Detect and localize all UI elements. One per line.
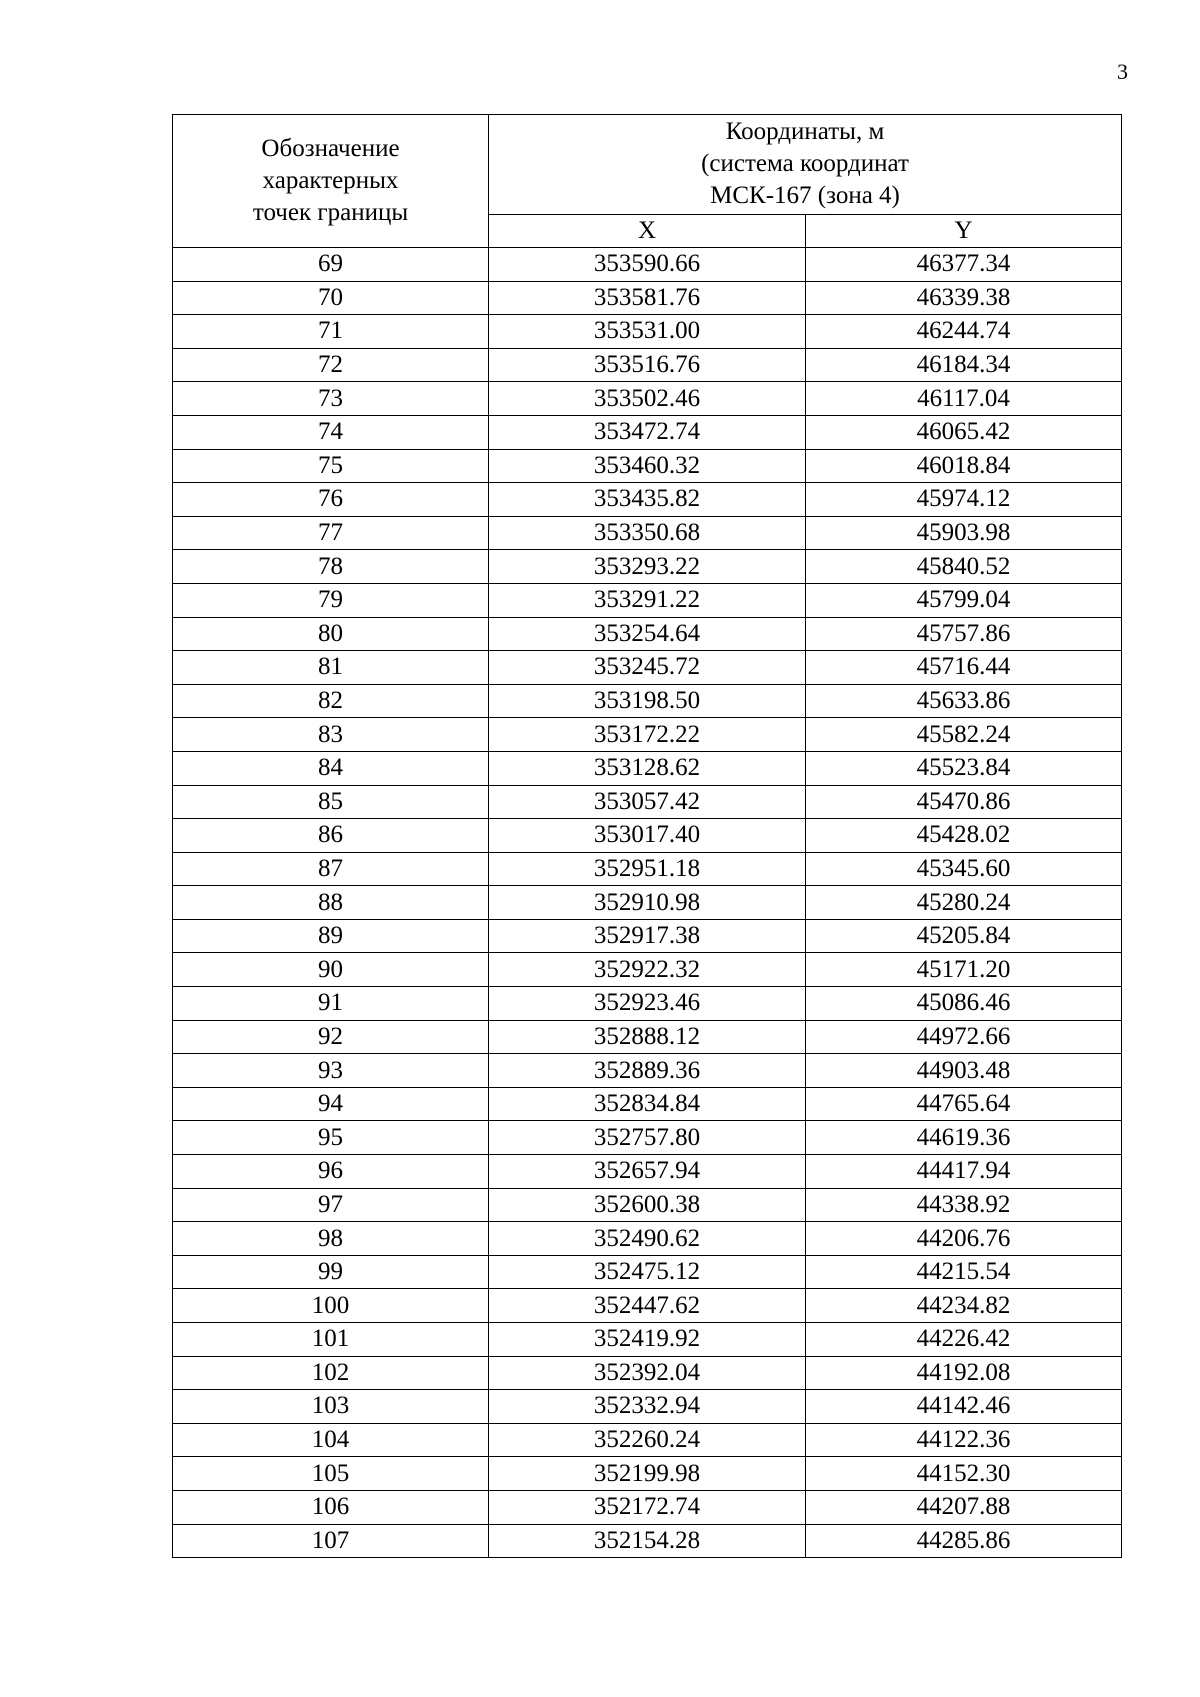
header-point-line: точек границы [252,199,409,226]
cell-point: 69 [173,248,489,282]
cell-y: 44234.82 [806,1289,1122,1323]
cell-y: 44619.36 [806,1121,1122,1155]
cell-point: 99 [173,1255,489,1289]
cell-point: 92 [173,1020,489,1054]
cell-point: 85 [173,785,489,819]
table-row [173,1188,1122,1222]
cell-y: 44285.86 [806,1524,1122,1558]
cell-point: 91 [173,987,489,1021]
cell-point: 77 [173,516,489,550]
header-coords-line: Координаты, м [725,118,885,146]
cell-y: 44192.08 [806,1356,1122,1390]
cell-x: 352154.28 [489,1524,806,1558]
cell-point: 72 [173,348,489,382]
cell-point: 95 [173,1121,489,1155]
cell-x: 352889.36 [489,1054,806,1088]
cell-y: 45523.84 [806,751,1122,785]
cell-x: 352888.12 [489,1020,806,1054]
table-row [173,852,1122,886]
table-row [173,1289,1122,1323]
table-row [173,919,1122,953]
cell-y: 45470.86 [806,785,1122,819]
cell-y: 44206.76 [806,1222,1122,1256]
cell-y: 45840.52 [806,550,1122,584]
cell-y: 44226.42 [806,1323,1122,1357]
cell-x: 353293.22 [489,550,806,584]
cell-point: 86 [173,819,489,853]
table-row [173,1323,1122,1357]
cell-y: 46117.04 [806,382,1122,416]
cell-y: 44972.66 [806,1020,1122,1054]
cell-point: 98 [173,1222,489,1256]
cell-x: 352922.32 [489,953,806,987]
cell-y: 45582.24 [806,718,1122,752]
cell-point: 104 [173,1423,489,1457]
cell-x: 353590.66 [489,248,806,282]
cell-point: 102 [173,1356,489,1390]
cell-x: 353460.32 [489,449,806,483]
table-row [173,248,1122,282]
cell-y: 45428.02 [806,819,1122,853]
cell-y: 44207.88 [806,1490,1122,1524]
cell-x: 352910.98 [489,886,806,920]
table-row [173,583,1122,617]
cell-x: 353581.76 [489,281,806,315]
table-row [173,651,1122,685]
cell-x: 352260.24 [489,1423,806,1457]
cell-x: 352199.98 [489,1457,806,1491]
cell-x: 353057.42 [489,785,806,819]
page-number: 3 [1117,59,1128,84]
cell-y: 44417.94 [806,1155,1122,1189]
header-point-line: Обозначение [261,135,400,162]
cell-point: 80 [173,617,489,651]
cell-y: 45716.44 [806,651,1122,685]
cell-point: 78 [173,550,489,584]
header-point-designation [173,115,489,248]
cell-x: 352657.94 [489,1155,806,1189]
table-row [173,1524,1122,1558]
table-row [173,953,1122,987]
table-row [173,1222,1122,1256]
table-row [173,449,1122,483]
cell-y: 46377.34 [806,248,1122,282]
cell-x: 353502.46 [489,382,806,416]
cell-point: 94 [173,1087,489,1121]
table-header [173,115,1122,248]
cell-y: 45757.86 [806,617,1122,651]
cell-x: 353350.68 [489,516,806,550]
cell-point: 87 [173,852,489,886]
cell-point: 71 [173,315,489,349]
cell-point: 90 [173,953,489,987]
table-row [173,1356,1122,1390]
cell-y: 44765.64 [806,1087,1122,1121]
header-x: X [489,214,806,247]
cell-x: 352332.94 [489,1390,806,1424]
cell-point: 103 [173,1390,489,1424]
table-row [173,1423,1122,1457]
cell-x: 353531.00 [489,315,806,349]
cell-x: 352447.62 [489,1289,806,1323]
cell-x: 353198.50 [489,684,806,718]
cell-y: 45974.12 [806,483,1122,517]
table-row [173,1155,1122,1189]
cell-point: 84 [173,751,489,785]
cell-point: 97 [173,1188,489,1222]
cell-x: 353291.22 [489,583,806,617]
cell-point: 100 [173,1289,489,1323]
header-coords-line: (система координат [701,150,909,178]
cell-y: 44152.30 [806,1457,1122,1491]
cell-y: 44142.46 [806,1390,1122,1424]
cell-y: 46339.38 [806,281,1122,315]
cell-y: 45799.04 [806,583,1122,617]
table-row [173,751,1122,785]
cell-point: 107 [173,1524,489,1558]
cell-point: 73 [173,382,489,416]
table-row [173,1457,1122,1491]
cell-point: 101 [173,1323,489,1357]
cell-x: 353128.62 [489,751,806,785]
cell-point: 74 [173,415,489,449]
cell-y: 44122.36 [806,1423,1122,1457]
cell-x: 352475.12 [489,1255,806,1289]
table-row [173,516,1122,550]
cell-y: 46244.74 [806,315,1122,349]
cell-point: 82 [173,684,489,718]
cell-y: 45633.86 [806,684,1122,718]
table-row [173,483,1122,517]
cell-y: 45903.98 [806,516,1122,550]
table-row [173,1490,1122,1524]
cell-point: 93 [173,1054,489,1088]
cell-x: 353472.74 [489,415,806,449]
coordinates-table [172,114,1122,1558]
table-row [173,1390,1122,1424]
table-row [173,684,1122,718]
cell-y: 46065.42 [806,415,1122,449]
table-row [173,1087,1122,1121]
table-row [173,1121,1122,1155]
cell-point: 75 [173,449,489,483]
header-coordinates [489,115,1122,215]
header-y: Y [806,214,1122,247]
cell-x: 353516.76 [489,348,806,382]
cell-point: 81 [173,651,489,685]
table-row [173,886,1122,920]
cell-x: 352951.18 [489,852,806,886]
cell-x: 352392.04 [489,1356,806,1390]
cell-point: 79 [173,583,489,617]
cell-y: 44338.92 [806,1188,1122,1222]
cell-point: 89 [173,919,489,953]
cell-x: 353245.72 [489,651,806,685]
cell-y: 45086.46 [806,987,1122,1021]
cell-x: 352419.92 [489,1323,806,1357]
table-row [173,382,1122,416]
cell-y: 44215.54 [806,1255,1122,1289]
cell-point: 76 [173,483,489,517]
table-row [173,281,1122,315]
cell-point: 106 [173,1490,489,1524]
table-row [173,315,1122,349]
cell-x: 352600.38 [489,1188,806,1222]
table-row [173,348,1122,382]
table-row [173,1054,1122,1088]
table-row [173,415,1122,449]
cell-y: 45280.24 [806,886,1122,920]
cell-y: 44903.48 [806,1054,1122,1088]
table-body [173,248,1122,1558]
cell-x: 352757.80 [489,1121,806,1155]
cell-x: 352490.62 [489,1222,806,1256]
table-row [173,785,1122,819]
table-row [173,1020,1122,1054]
cell-x: 352834.84 [489,1087,806,1121]
table-row [173,987,1122,1021]
header-coords-line: МСК-167 (зона 4) [710,182,900,210]
cell-x: 353254.64 [489,617,806,651]
cell-y: 46184.34 [806,348,1122,382]
cell-x: 352923.46 [489,987,806,1021]
table-row [173,1255,1122,1289]
cell-y: 46018.84 [806,449,1122,483]
table-row [173,550,1122,584]
cell-point: 83 [173,718,489,752]
cell-y: 45345.60 [806,852,1122,886]
cell-x: 352917.38 [489,919,806,953]
cell-point: 105 [173,1457,489,1491]
table-row [173,617,1122,651]
cell-point: 96 [173,1155,489,1189]
cell-y: 45205.84 [806,919,1122,953]
cell-x: 353435.82 [489,483,806,517]
cell-point: 70 [173,281,489,315]
cell-x: 352172.74 [489,1490,806,1524]
cell-x: 353017.40 [489,819,806,853]
cell-y: 45171.20 [806,953,1122,987]
cell-point: 88 [173,886,489,920]
table-row [173,819,1122,853]
cell-x: 353172.22 [489,718,806,752]
table-row [173,718,1122,752]
header-point-line: характерных [262,167,399,194]
